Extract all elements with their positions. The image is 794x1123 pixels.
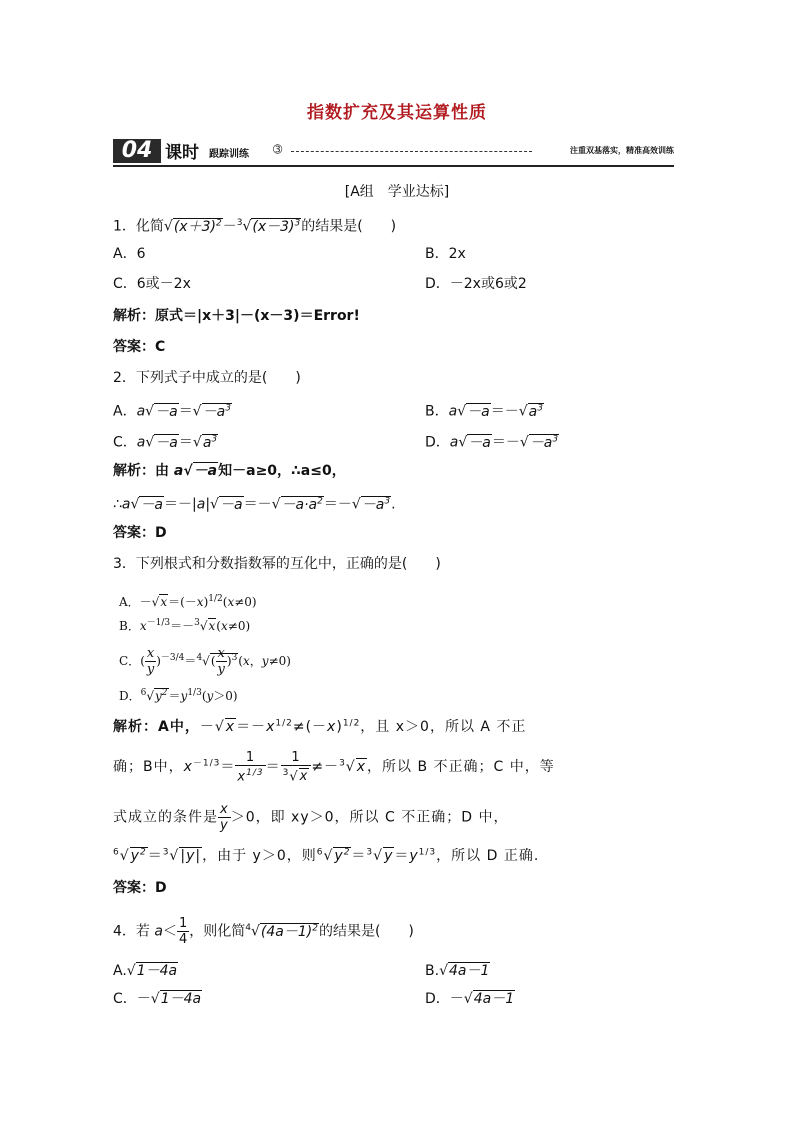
question-2-option-b: B．$a√-a=-√a^3$ [425, 403, 543, 420]
question-1-option-c: C．6或－2x [113, 276, 191, 292]
question-3-answer: 答案：D [113, 880, 167, 896]
question-3-option-c: C．( $\frac{x}{y}$ )$^{-3/4}$＝$^4$√( $\frac{x}{y}$ )$^3$(x，y≠0) [119, 646, 291, 677]
question-1-stem: 1．化简$√(x+3)^2-^3√(x-3)^3$的结果是( ) [113, 218, 397, 235]
question-1-option-b: B．2x [425, 246, 466, 262]
banner-rule [113, 165, 674, 167]
question-3-solution-line-2: 确；B中，$x^{-1/3}=$ $\frac{1}{x^{1/3}}$ ＝ $\frac{1}{^3√x}$ ≠－$^3$√x，所以 B 不正确；C 中，等 [113, 750, 555, 785]
question-1-option-a: A．6 [113, 246, 146, 262]
question-3-solution-line-1: 解析：A中，$-√x=-x^{1/2}\ne(-x)^{1/2}$，且 x＞0，所以 A 不正 [113, 718, 527, 735]
question-2-stem: 2．下列式子中成立的是( ) [113, 370, 301, 386]
question-2-option-a: A．$a√-a=√-a^3$ [113, 403, 231, 420]
lesson-banner [113, 136, 674, 168]
question-4-option-c: C．－√1－4a [113, 991, 202, 1007]
section-heading: [A组 学业达标] [344, 184, 450, 200]
question-3-option-d: D．$^6√y^2=y^{1/3}(y>0)$ [119, 688, 238, 703]
question-3-option-a: A．$-√x=(-x)^{1/2}(x\ne 0)$ [119, 594, 257, 609]
question-4-option-a: A.√1－4a [113, 963, 178, 979]
question-4-stem: 4．若 a＜ $\frac{1}{4}$ ，则化简$^4√(4a-1)^2$的结果是( ) [113, 916, 414, 947]
question-2-solution-line-2: $\therefore a√-a=-|a|√-a=-√-a\cdot a^2=-√-a^3$. [113, 496, 396, 513]
question-2-solution-line-1: 解析：由 a√－a知－a≥0，∴a≤0， [113, 463, 346, 479]
question-3-stem: 3．下列根式和分数指数幂的互化中，正确的是( ) [113, 556, 441, 572]
question-3-solution-line-4: $^6√y^2=^3√|y|$，由于 y＞0，则$^6√y^2=^3√y=y^{1/3}$，所以 D 正确. [113, 847, 540, 864]
question-2-option-c: C．$a√-a=√a^3$ [113, 434, 218, 451]
banner-dashed-line [291, 151, 532, 152]
question-4-option-d: D．－√4a－1 [425, 991, 515, 1007]
question-1-answer: 答案：C [113, 339, 166, 355]
banner-subtitle: 跟踪训练 [209, 149, 249, 160]
lesson-number-badge: 04 [113, 139, 161, 163]
circled-three-icon: ➂ [273, 143, 283, 156]
question-1-solution: 解析：原式＝|x＋3|－(x－3)＝Error! [113, 308, 360, 324]
question-2-option-d: D．$a√-a=-√-a^3$ [425, 434, 559, 451]
question-1-option-d: D．－2x或6或2 [425, 276, 527, 292]
question-2-answer: 答案：D [113, 525, 167, 541]
question-4-option-b: B.√4a－1 [425, 963, 490, 979]
banner-tagline: 注重双基落实，精准高效训练 [570, 146, 674, 155]
lesson-label: 课时 [165, 143, 199, 163]
question-3-solution-line-3: 式成立的条件是 $\frac{x}{y}$ ＞0，即 xy＞0，所以 C 不正确；D 中， [113, 802, 509, 833]
page-title: 指数扩充及其运算性质 [307, 103, 487, 123]
question-3-option-b: B．$x^{-1/3}=-^3√x(x\ne 0)$ [119, 618, 251, 633]
